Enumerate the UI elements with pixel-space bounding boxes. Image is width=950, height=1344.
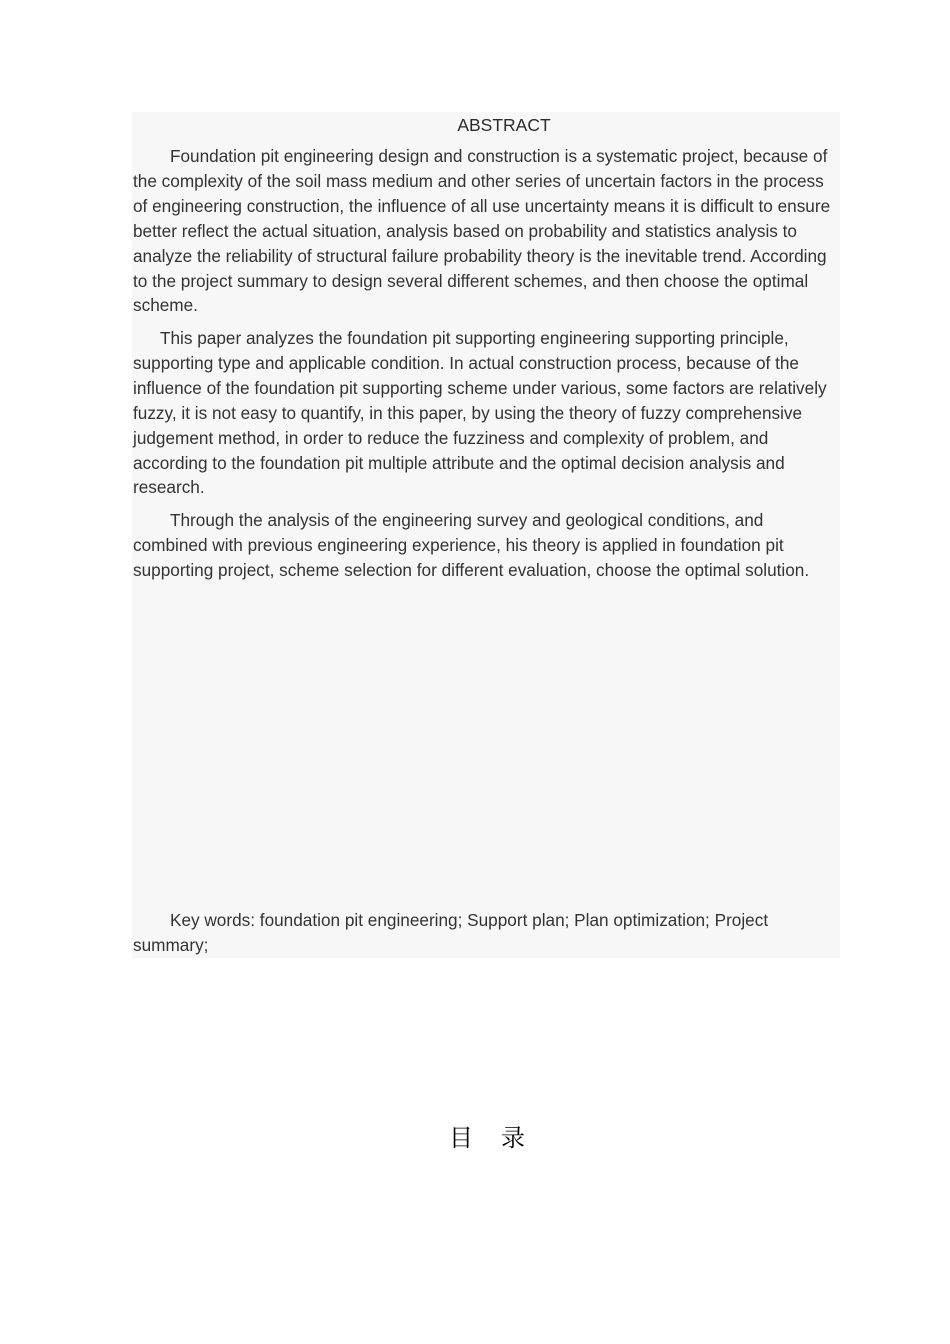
abstract-paragraph-3: Through the analysis of the engineering survey and geological conditions, and combined with previous engineering experience, his theory is applied in foundation pit supporting project, scheme selection for different evaluation, choose the optimal solution. [133,510,810,580]
abstract-paragraph-1: Foundation pit engineering design and construction is a systematic project, because of the complexity of the soil mass medium and other series of uncertain factors in the process of engineering construction, the influence of all use uncertainty means it is difficult to ensure better reflect the actual situation, analysis based on probability and statistics analysis to analyze the reliability of structural failure probability theory is the inevitable trend. According to the project summary to design several different schemes, and then choose the optimal scheme. [133,146,831,316]
abstract-title: ABSTRACT [457,115,551,135]
abstract-paragraph-2: This paper analyzes the foundation pit supporting engineering supporting principle, supporting type and applicable condition. In actual construction process, because of the influence of the foundation pit supporting scheme under various, some factors are relatively fuzzy, it is not easy to quantify, in this paper, by using the theory of fuzzy comprehensive judgement method, in order to reduce the fuzziness and complexity of problem, and according to the foundation pit multiple attribute and the optimal decision analysis and research. [133,328,827,498]
abstract-section [132,112,840,958]
abstract-keywords: Key words: foundation pit engineering; Support plan; Plan optimization; Project summary; [133,910,769,955]
table-of-contents-title: 目 录 [449,1124,527,1152]
